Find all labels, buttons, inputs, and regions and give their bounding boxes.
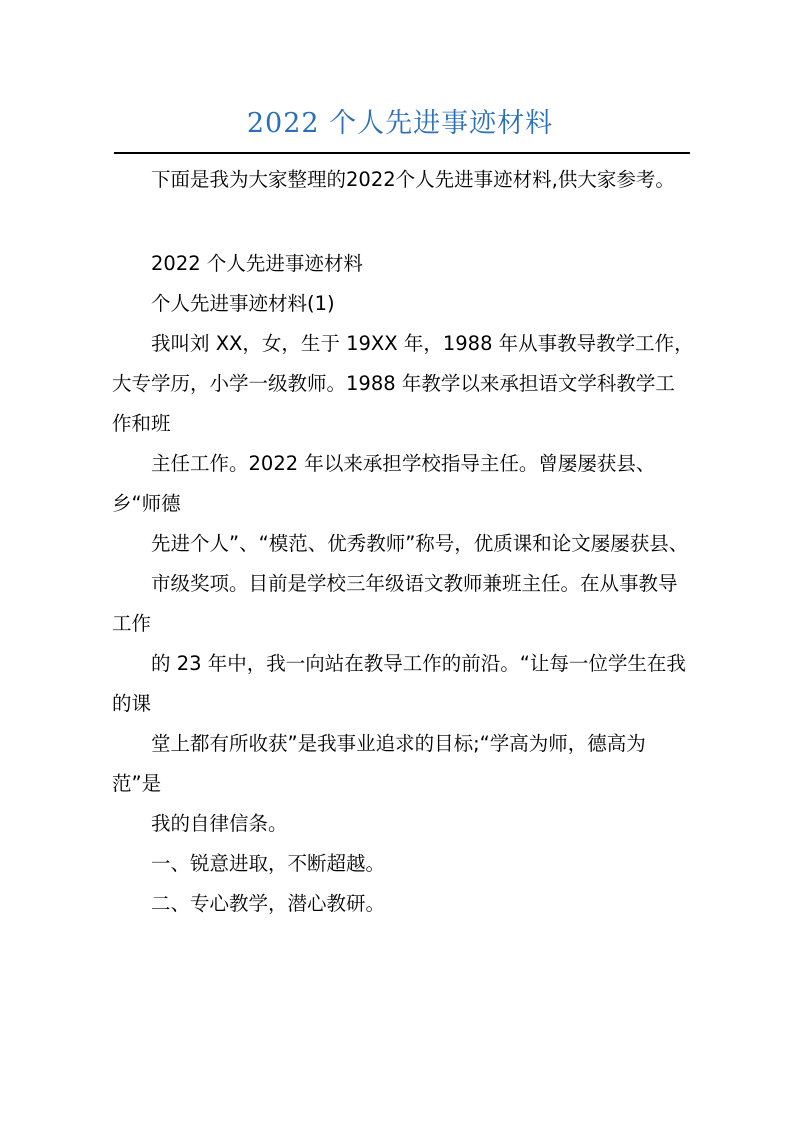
- body-paragraph: 我叫刘 XX，女，生于 19XX 年，1988 年从事教导教学工作，大专学历，小学一级教师。1988 年教学以来承担语文学科教学工作和班: [112, 332, 694, 435]
- subsection-heading: 个人先进事迹材料(1): [151, 292, 335, 315]
- body-paragraph: 先进个人”、“模范、优秀教师”称号，优质课和论文屡屡获县、: [151, 532, 689, 555]
- list-item: 一、锐意进取，不断超越。: [151, 852, 386, 875]
- section-heading: 2022 个人先进事迹材料: [151, 252, 363, 275]
- document-title: 2022 个人先进事迹材料: [246, 108, 554, 139]
- document-body: [112, 160, 694, 924]
- intro-paragraph: 下面是我为大家整理的2022个人先进事迹材料,供大家参考。: [151, 168, 675, 191]
- body-paragraph: 的 23 年中，我一向站在教导工作的前沿。“让每一位学生在我的课: [112, 652, 686, 715]
- body-paragraph: 我的自律信条。: [151, 812, 288, 835]
- paragraph-gap: [112, 200, 694, 244]
- list-item: 二、专心教学，潜心教研。: [151, 892, 386, 915]
- title-underline: [114, 152, 690, 154]
- body-paragraph: 主任工作。2022 年以来承担学校指导主任。曾屡屡获县、乡“师德: [112, 452, 656, 515]
- body-paragraph: 堂上都有所收获”是我事业追求的目标;“学高为师，德高为范”是: [112, 732, 646, 795]
- body-paragraph: 市级奖项。目前是学校三年级语文教师兼班主任。在从事教导工作: [112, 572, 678, 635]
